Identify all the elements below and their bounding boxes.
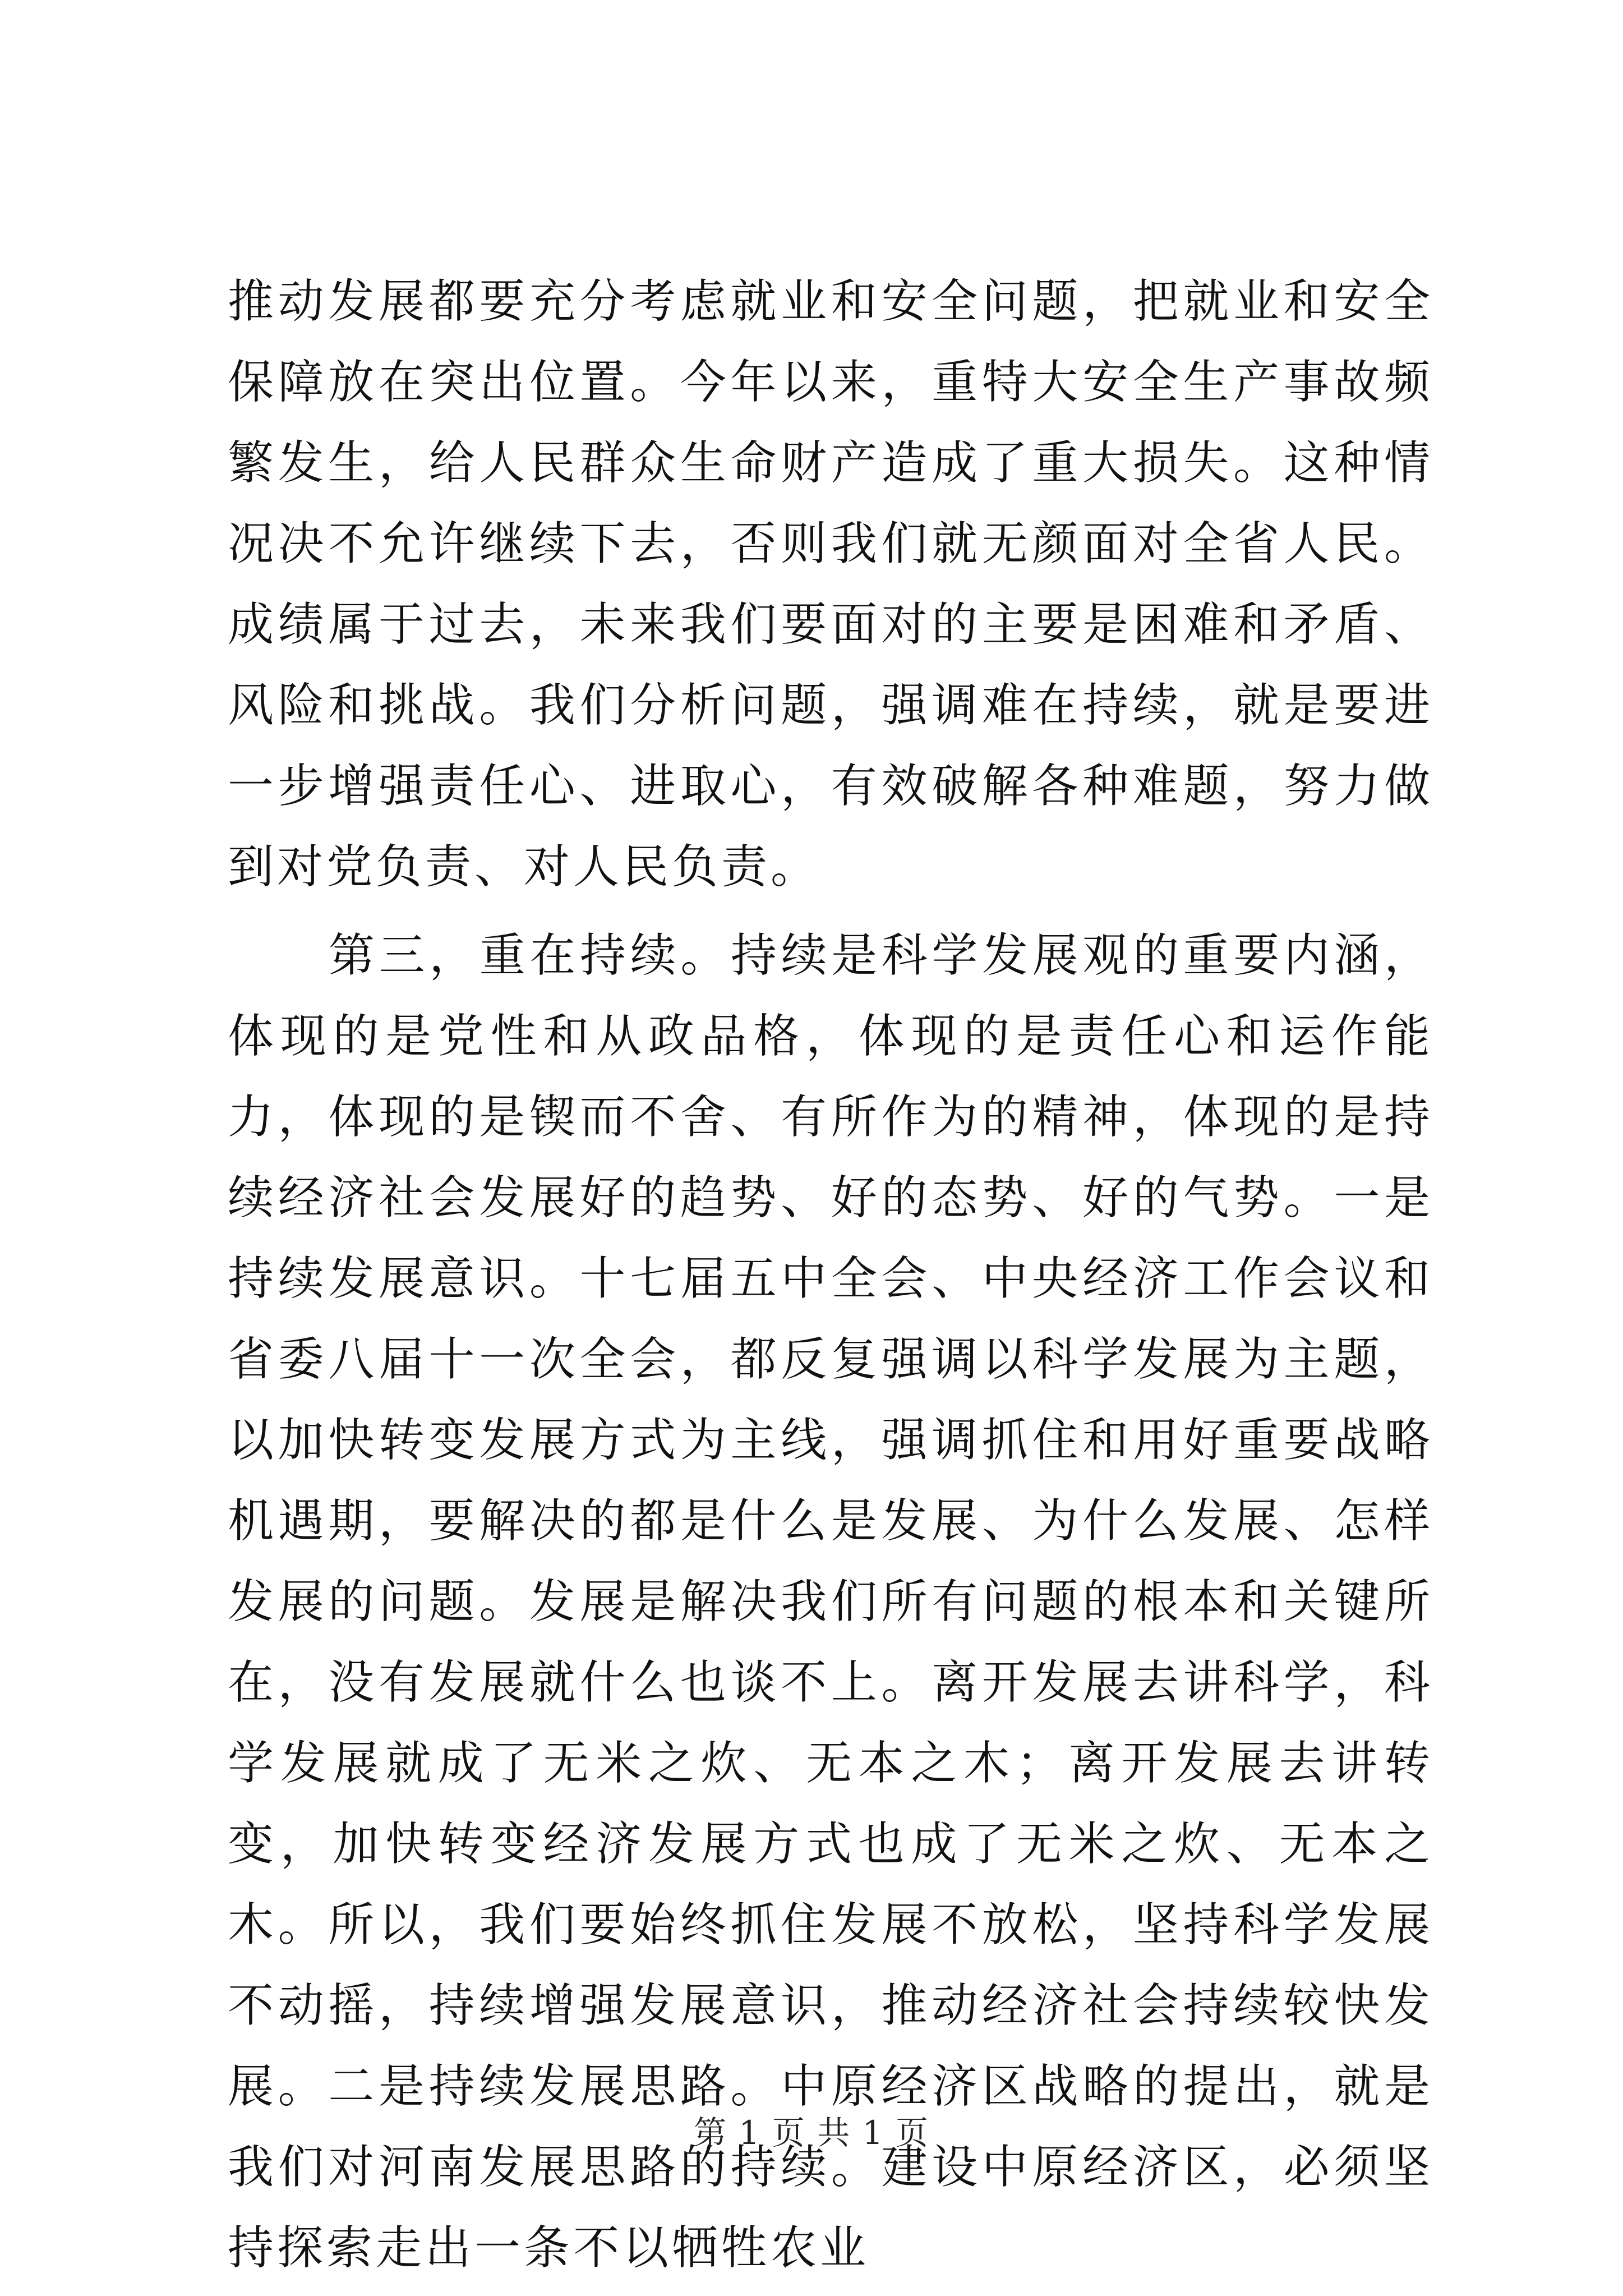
paragraph-2: 第三，重在持续。持续是科学发展观的重要内涵，体现的是党性和从政品格，体现的是责任心和运作能力，体现的是锲而不舍、有所作为的精神，体现的是持续经济社会发展好的趋势、好的态势、好的气势。一是持续发展意识。十七届五中全会、中央经济工作会议和省委八届十一次全会，都反复强调以科学发展为主题，以加快转变发展方式为主线，强调抓住和用好重要战略机遇期，要解决的都是什么是发展、为什么发展、怎样发展的问题。发展是解决我们所有问题的根本和关键所在，没有发展就什么也谈不上。离开发展去讲科学，科学发展就成了无米之炊、无本之木；离开发展去讲转变，加快转变经济发展方式也成了无米之炊、无本之木。所以，我们要始终抓住发展不放松，坚持科学发展不动摇，持续增强发展意识，推动经济社会持续较快发展。二是持续发展思路。中原经济区战略的提出，就是我们对河南发展思路的持续。建设中原经济区，必须坚持探索走出一条不以牺牲农业 (228, 929, 1433, 2275)
paragraph-1: 推动发展都要充分考虑就业和安全问题，把就业和安全保障放在突出位置。今年以来，重特大安全生产事故频繁发生，给人民群众生命财产造成了重大损失。这种情况决不允许继续下去，否则我们就无颜面对全省人民。成绩属于过去，未来我们要面对的主要是困难和矛盾、风险和挑战。我们分析问题，强调难在持续，就是要进一步增强责任心、进取心，有效破解各种难题，努力做到对党负责、对人民负责。 (228, 275, 1433, 894)
document-body (228, 261, 1433, 2289)
page-footer: 第 1 页 共 1 页 (694, 2114, 929, 2152)
